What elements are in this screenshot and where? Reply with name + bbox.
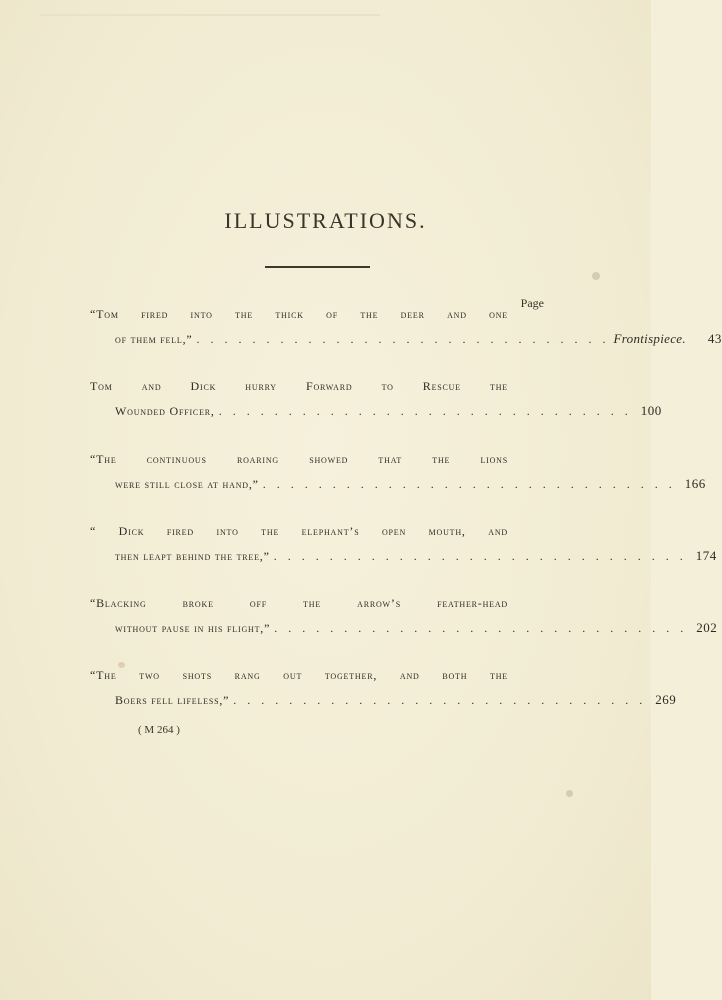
page-title: ILLUSTRATIONS. [224, 208, 427, 233]
entry-caption-line1: “The two shots rang out together, and both the [90, 668, 508, 682]
entry-caption-line1: “The continuous roaring showed that the lions [90, 452, 508, 466]
entry-caption-line2-row [115, 620, 718, 636]
entry-caption-line1: “Blacking broke off the arrow’s feather-head [90, 596, 508, 610]
entry-caption-line2: were still close at hand,” [115, 477, 259, 491]
entry-caption-line2-row [115, 692, 677, 708]
entry-caption-line1: “ Dick fired into the elephant’s open mouth, and [90, 524, 508, 538]
entry-caption-line2: of them fell,” [115, 332, 193, 346]
entry-caption-line1: Tom and Dick hurry Forward to Rescue the [90, 379, 508, 393]
dot-leader: . . . . . . . . . . . . . . . . . . . . . . . . . . . . . . [196, 332, 610, 346]
signature-mark: ( M 264 ) [138, 724, 180, 736]
dot-leader: . . . . . . . . . . . . . . . . . . . . . . . . . . . . . . [273, 549, 687, 563]
entry-caption-line2: Boers fell lifeless,” [115, 693, 230, 707]
dot-leader: . . . . . . . . . . . . . . . . . . . . . . . . . . . . . . [218, 404, 632, 418]
entry-page-number: 100 [640, 403, 662, 418]
entry-caption-line2: Wounded Officer, [115, 404, 215, 418]
entry-caption-line2: then leapt behind the tree,” [115, 549, 270, 563]
entry-caption-line1: “Tom fired into the thick of the deer and one [90, 307, 508, 321]
entry-reference: Frontispiece. [613, 331, 686, 346]
paper-spot [592, 272, 600, 280]
entry-caption-line2-row [115, 331, 722, 347]
entry-page-number: 202 [696, 620, 718, 635]
title-rule [265, 266, 370, 268]
entry-caption-line2-row [115, 403, 662, 419]
entry-page-number: 174 [695, 548, 717, 563]
page-edge-mark [40, 14, 380, 16]
entry-page-number: 269 [655, 692, 677, 707]
entry-page-number: 43 [707, 331, 722, 346]
paper-spot [118, 662, 125, 668]
entry-caption-line2-row [115, 548, 717, 564]
dot-leader: . . . . . . . . . . . . . . . . . . . . . . . . . . . . . . [262, 477, 676, 491]
entry-caption-line2-row [115, 476, 706, 492]
entry-caption-line2: without pause in his flight,” [115, 621, 271, 635]
dot-leader: . . . . . . . . . . . . . . . . . . . . . . . . . . . . . . [274, 621, 688, 635]
dot-leader: . . . . . . . . . . . . . . . . . . . . . . . . . . . . . . [233, 693, 647, 707]
paper-spot [566, 790, 573, 797]
page-column-label: Page [520, 296, 544, 310]
entry-page-number: 166 [684, 476, 706, 491]
